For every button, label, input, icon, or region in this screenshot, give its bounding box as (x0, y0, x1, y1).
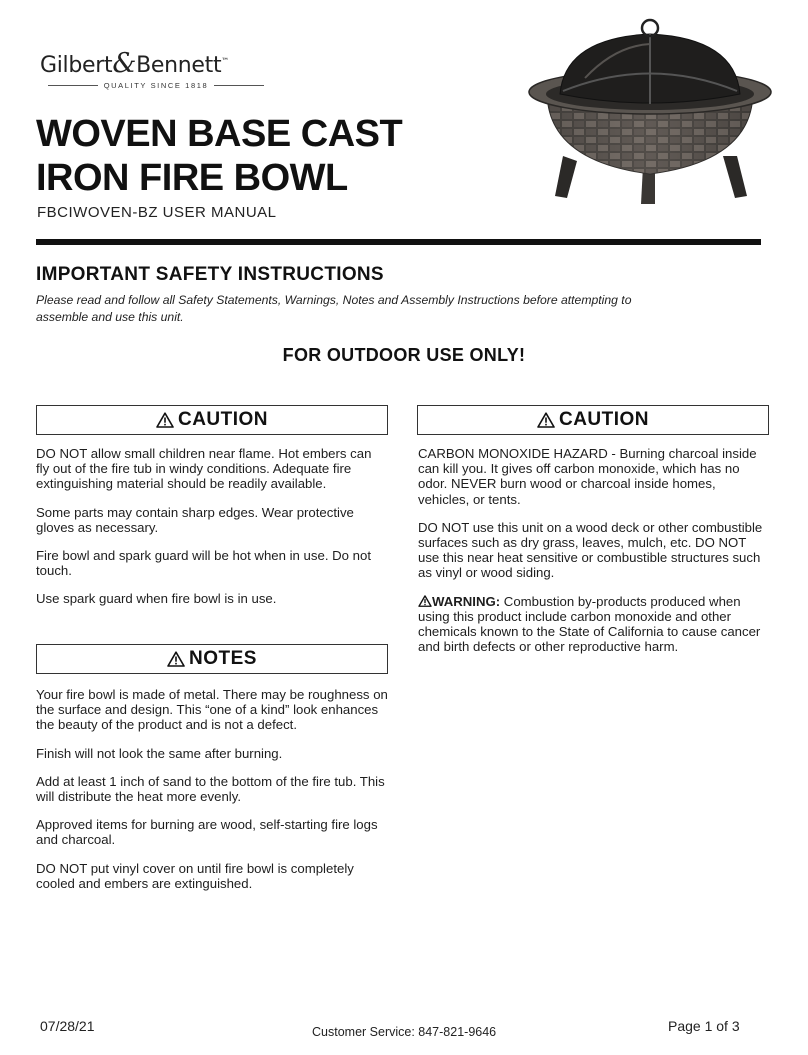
safety-intro: Please read and follow all Safety Statements, Warnings, Notes and Assembly Instructions before attempting to assemble and use this unit. (36, 293, 632, 324)
fire-bowl-image (525, 16, 775, 211)
warning-triangle-icon (418, 595, 432, 607)
notes-body (36, 687, 388, 904)
safety-heading: IMPORTANT SAFETY INSTRUCTIONS (36, 264, 384, 285)
warning-triangle-icon (167, 651, 185, 667)
brand-tagline: QUALITY SINCE 1818 (103, 81, 209, 90)
left-caution-paragraph: Use spark guard when fire bowl is in use. (36, 591, 277, 607)
notes-paragraph: Approved items for burning are wood, self-starting fire logs and charcoal. (36, 817, 378, 848)
right-caution-body (418, 446, 764, 667)
warning-text: Combustion by-products produced when using this product include carbon monoxide and other chemicals known to the State of California to cause cancer and birth defects or other reproductive harm. (418, 593, 761, 655)
left-caution-title: CAUTION (177, 409, 269, 430)
prop65-warning (418, 594, 764, 655)
tagline-rule-left (48, 85, 98, 86)
document-subtitle: FBCIWOVEN-BZ USER MANUAL (37, 204, 277, 221)
warning-triangle-icon (156, 412, 174, 428)
brand-tagline-row (48, 81, 264, 90)
brand-logo (40, 48, 280, 90)
outdoor-use-notice: FOR OUTDOOR USE ONLY! (282, 345, 526, 365)
notes-paragraph: Your fire bowl is made of metal. There may be roughness on the surface and design. This “one of a kind” look enhances the beauty of the product and is not a defect. (36, 687, 388, 733)
notes-paragraph: DO NOT put vinyl cover on until fire bowl is completely cooled and embers are extinguished. (36, 860, 354, 891)
right-caution-paragraph: DO NOT use this unit on a wood deck or other combustible surfaces such as dry grass, leaves, mulch, etc. DO NOT use this near heat sensitive or combustible structures such as vinyl or wood siding. (418, 519, 763, 581)
notes-header (36, 644, 388, 674)
brand-name-part1: Gilbert (40, 53, 113, 78)
notes-title: NOTES (189, 648, 257, 669)
left-caution-paragraph: Some parts may contain sharp edges. Wear protective gloves as necessary. (36, 504, 354, 535)
footer-date: 07/28/21 (40, 1018, 95, 1034)
header-divider (36, 239, 761, 245)
right-caution-paragraph: CARBON MONOXIDE HAZARD - Burning charcoal inside can kill you. It gives off carbon monoxide, which has no odor. NEVER burn wood or charcoal inside homes, vehicles, or tents. (418, 446, 757, 507)
right-caution-header (417, 405, 769, 435)
title-line-2: IRON FIRE BOWL (36, 157, 348, 199)
footer-page-number: Page 1 of 3 (668, 1018, 740, 1034)
left-caution-paragraph: DO NOT allow small children near flame. Hot embers can fly out of the fire tub in windy conditions. Adequate fire extinguishing material should be readily available. (36, 446, 372, 492)
left-caution-header (36, 405, 388, 435)
warning-triangle-icon (537, 412, 555, 428)
brand-ampersand: & (112, 48, 137, 79)
notes-paragraph: Add at least 1 inch of sand to the bottom of the fire tub. This will distribute the heat more evenly. (36, 773, 385, 805)
brand-trademark: ™ (221, 56, 229, 66)
right-caution-title: CAUTION (558, 409, 650, 430)
footer-customer-service: Customer Service: 847-821-9646 (312, 1025, 497, 1039)
tagline-rule-right (214, 85, 264, 86)
notes-paragraph: Finish will not look the same after burning. (36, 745, 283, 761)
brand-name (40, 48, 280, 79)
left-caution-paragraph: Fire bowl and spark guard will be hot when in use. Do not touch. (36, 548, 371, 579)
brand-name-part2: Bennett (136, 53, 222, 78)
title-line-1: WOVEN BASE CAST (36, 113, 403, 155)
document-title (36, 112, 402, 200)
warning-label: WARNING: (432, 593, 501, 609)
left-caution-body (36, 446, 388, 620)
